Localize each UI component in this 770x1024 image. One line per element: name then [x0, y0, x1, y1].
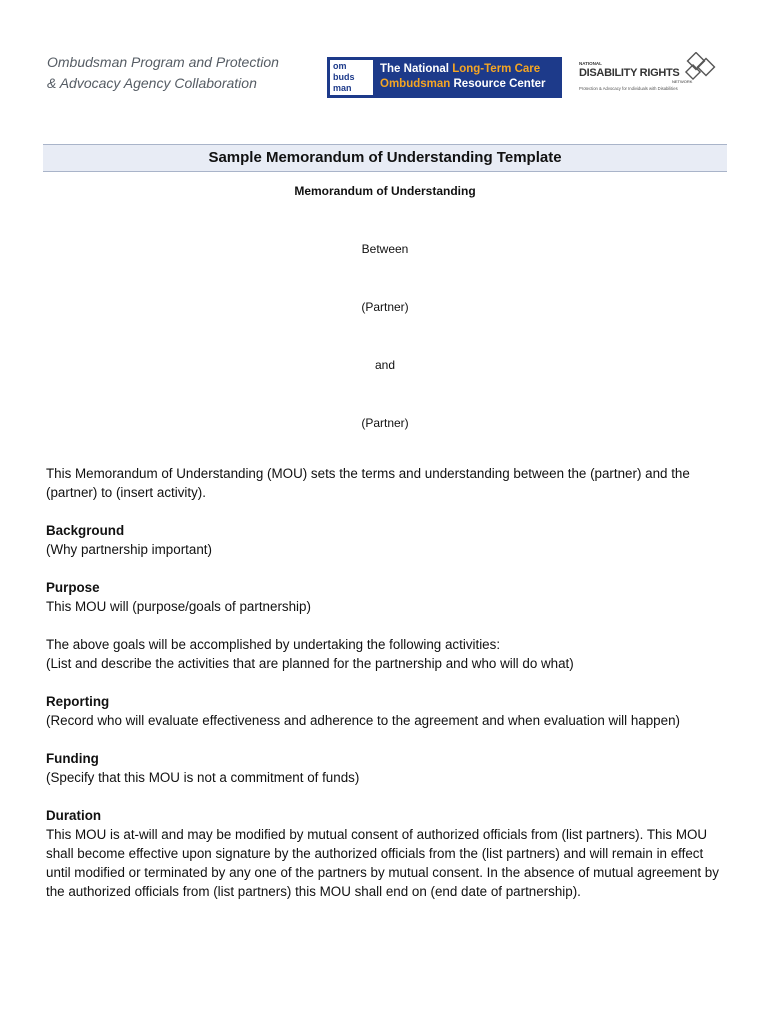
section-text: This MOU will (purpose/goals of partnership) — [46, 599, 311, 614]
logo-text-part: The National — [380, 63, 453, 75]
section-heading: Background — [46, 523, 125, 538]
ndr-logo-tagline: Protection & Advocacy for Individuals with Disabilities — [579, 86, 678, 91]
partner-placeholder-2: (Partner) — [361, 416, 409, 430]
logo-mark-line2: buds — [333, 72, 355, 82]
partner-placeholder-1: (Partner) — [361, 300, 409, 314]
between-label: Between — [361, 242, 409, 256]
document-subtitle: Memorandum of Understanding — [294, 184, 476, 198]
logo-text-highlight: Ombudsman — [380, 78, 451, 90]
section-text: (Specify that this MOU is not a commitment of funds) — [46, 770, 360, 785]
section-background — [46, 521, 728, 559]
logo-mark-line3: man — [333, 83, 352, 93]
program-title-line1: Ombudsman Program and Protection — [47, 54, 279, 70]
section-activities — [46, 635, 728, 673]
section-purpose — [46, 578, 728, 616]
ndr-logo-small: NATIONAL — [579, 61, 602, 66]
diamond-logo-icon — [676, 52, 720, 84]
intro-paragraph — [46, 464, 728, 502]
logo-mark-line1: om — [333, 61, 347, 71]
and-label: and — [374, 358, 396, 372]
section-funding — [46, 749, 728, 787]
ndr-logo-main: DISABILITY RIGHTS — [579, 67, 680, 79]
logo-text-part: Resource Center — [450, 78, 546, 90]
section-text: The above goals will be accomplished by undertaking the following activities: — [46, 637, 501, 652]
section-duration — [46, 806, 728, 901]
section-heading: Duration — [46, 808, 102, 823]
ombudsman-resource-center-logo — [327, 57, 562, 98]
program-title-line2: & Advocacy Agency Collaboration — [47, 75, 257, 91]
intro-text: This Memorandum of Understanding (MOU) sets the terms and understanding between the (partner) and the (partner) to (insert activity). — [46, 466, 690, 500]
program-title — [47, 52, 317, 94]
section-text: (Why partnership important) — [46, 542, 212, 557]
disability-rights-network-logo — [578, 50, 728, 96]
ombudsman-logo-text — [376, 57, 562, 98]
ndr-logo-network: NETWORK — [672, 79, 693, 84]
section-heading: Funding — [46, 751, 99, 766]
ombudsman-logo-mark — [330, 60, 373, 95]
document-title: Sample Memorandum of Understanding Template — [43, 144, 727, 172]
section-text: This MOU is at-will and may be modified by mutual consent of authorized officials from (list partners). This MOU shall become effective upon signature by the authorized officials from the (list partners) and will remain in effect until modified or terminated by any one of the partners by mutual consent. In the absence of mutual agreement by the authorized officials from (list partners) this MOU shall end on (end date of partnership). — [46, 827, 719, 899]
section-text: (Record who will evaluate effectiveness and adherence to the agreement and when evaluation will happen) — [46, 713, 680, 728]
section-heading: Reporting — [46, 694, 110, 709]
logo-text-highlight: Long-Term Care — [452, 63, 541, 75]
section-heading: Purpose — [46, 580, 100, 595]
section-reporting — [46, 692, 728, 730]
section-text-secondary: (List and describe the activities that are planned for the partnership and who will do what) — [46, 656, 574, 671]
